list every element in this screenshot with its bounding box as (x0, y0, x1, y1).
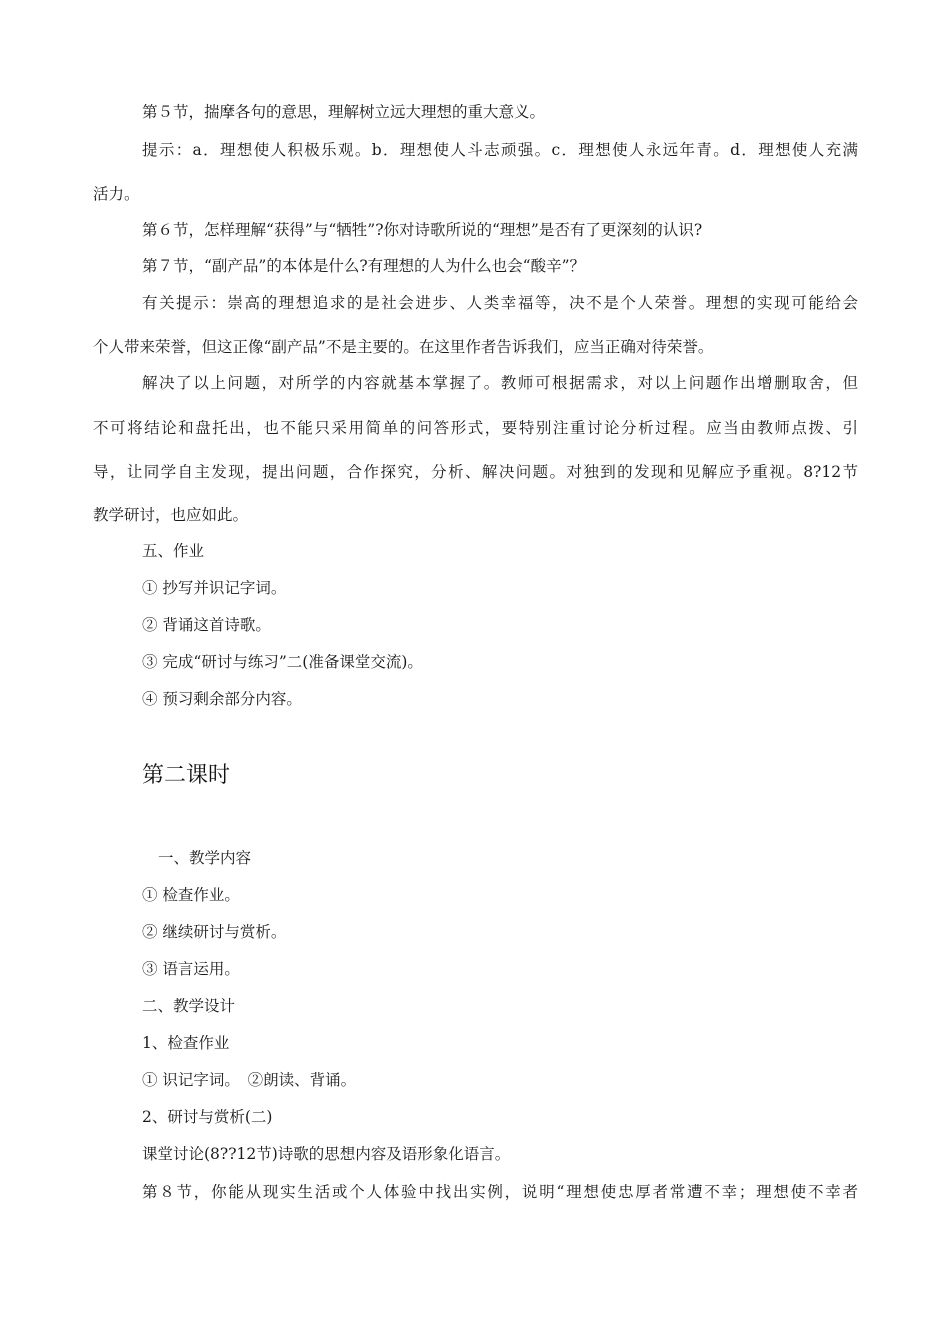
lesson-two-heading: 第二课时 (142, 763, 231, 788)
paragraph-section-5: 第５节，揣摩各句的意思，理解树立远大理想的重大意义。 (142, 103, 546, 121)
homework-item-3: ③ 完成“研讨与练习”二(准备课堂交流)。 (142, 653, 423, 671)
teaching-content-item-3: ③ 语言运用。 (142, 960, 240, 978)
paragraph-summary-line-1: 解决了以上问题，对所学的内容就基本掌握了。教师可根据需求，对以上问题作出增删取舍，但 (142, 374, 858, 392)
paragraph-section-7: 第７节，“副产品”的本体是什么?有理想的人为什么也会“酸辛”？ (142, 257, 586, 275)
paragraph-related-hint-line-2: 个人带来荣誉，但这正像“副产品”不是主要的。在这里作者告诉我们，应当正确对待荣誉。 (93, 338, 714, 356)
discussion-title: 2、研讨与赏析(二) (142, 1108, 273, 1126)
teaching-content-item-2: ② 继续研讨与赏析。 (142, 923, 287, 941)
check-homework-items: ① 识记字词。 ②朗读、背诵。 (142, 1071, 357, 1089)
paragraph-summary-line-3: 导，让同学自主发现，提出问题，合作探究，分析、解决问题。对独到的发现和见解应予重视。8?12节 (93, 463, 858, 481)
paragraph-summary-line-2: 不可将结论和盘托出，也不能只采用简单的问答形式，要特别注重讨论分析过程。应当由教师点拨、引 (93, 419, 858, 437)
paragraph-hint-line-1: 提示：a．理想使人积极乐观。b．理想使人斗志顽强。c．理想使人永远年青。d．理想使人充满 (142, 141, 858, 159)
paragraph-hint-line-2: 活力。 (93, 185, 140, 203)
teaching-content-item-1: ① 检查作业。 (142, 886, 240, 904)
check-homework-title: 1、检查作业 (142, 1034, 230, 1052)
paragraph-section-6: 第６节，怎样理解“获得”与“牺牲”?你对诗歌所说的“理想”是否有了更深刻的认识? (142, 221, 703, 239)
discussion-intro: 课堂讨论(8??12节)诗歌的思想内容及语形象化语言。 (142, 1145, 511, 1163)
homework-item-2: ② 背诵这首诗歌。 (142, 616, 271, 634)
paragraph-section-8: 第８节，你能从现实生活或个人体验中找出实例，说明“理想使忠厚者常遭不幸；理想使不幸者 (142, 1183, 858, 1201)
teaching-design-title: 二、教学设计 (142, 997, 236, 1015)
paragraph-related-hint-line-1: 有关提示：崇高的理想追求的是社会进步、人类幸福等，决不是个人荣誉。理想的实现可能给会 (142, 294, 858, 312)
homework-item-1: ① 抄写并识记字词。 (142, 579, 287, 597)
homework-item-4: ④ 预习剩余部分内容。 (142, 690, 302, 708)
section-homework-title: 五、作业 (142, 542, 205, 560)
teaching-content-title: 一、教学内容 (158, 849, 252, 867)
paragraph-summary-line-4: 教学研讨，也应如此。 (93, 506, 249, 524)
